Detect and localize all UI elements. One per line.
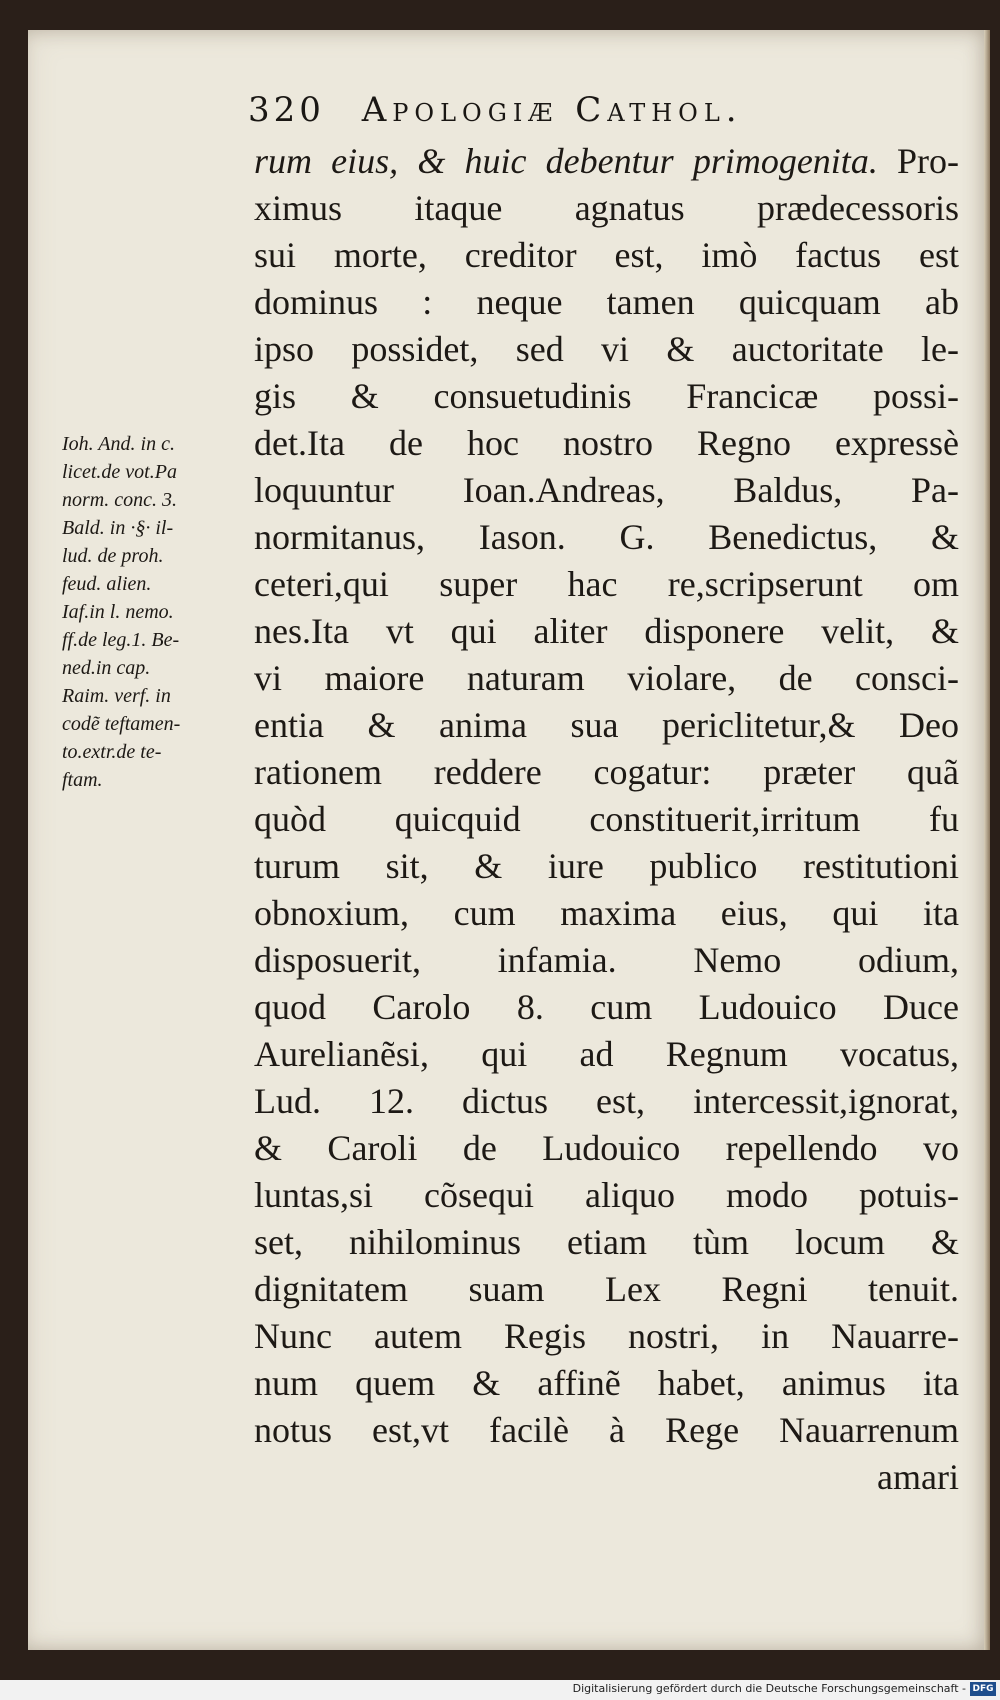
text-line (254, 185, 959, 232)
text-line (254, 1219, 959, 1266)
italic-run: rum eius, & huic debentur primogenita. (254, 141, 878, 181)
roman-run: vi maiore naturam violare, de consci- (254, 658, 959, 698)
footer-bar (0, 1680, 1000, 1700)
text-line (254, 232, 959, 279)
text-line (254, 1313, 959, 1360)
text-line (254, 1031, 959, 1078)
page-header (248, 90, 928, 130)
roman-run: dominus : neque tamen quicquam ab (254, 282, 959, 322)
roman-run: ipso possidet, sed vi & auctoritate le- (254, 329, 959, 369)
roman-run: sui morte, creditor est, imò factus est (254, 235, 959, 275)
text-line (254, 608, 959, 655)
roman-run: ximus itaque agnatus prædecessoris (254, 188, 959, 228)
body-text (254, 138, 959, 1501)
text-line (254, 514, 959, 561)
text-line (254, 279, 959, 326)
running-title: Apologiæ Cathol. (361, 90, 743, 130)
text-line (254, 749, 959, 796)
roman-run: num quem & affinẽ habet, animus ita (254, 1363, 959, 1403)
marginal-note-line: codẽ teftamen- (62, 713, 181, 735)
roman-run: det.Ita de hoc nostro Regno expressè (254, 423, 959, 463)
roman-run: notus est,vt facilè à Rege Nauarrenum (254, 1410, 959, 1450)
roman-run: Nunc autem Regis nostri, in Nauarre- (254, 1316, 959, 1356)
marginal-note-line: feud. alien. (62, 573, 152, 595)
marginal-note-line: to.extr.de te- (62, 741, 162, 763)
roman-run: obnoxium, cum maxima eius, qui ita (254, 893, 959, 933)
catchword: amari (877, 1457, 959, 1497)
marginal-note-line: ftam. (62, 769, 103, 791)
roman-run: & Caroli de Ludouico repellendo vo (254, 1128, 959, 1168)
text-line (254, 1407, 959, 1454)
marginal-note-line: ff.de leg.1. Be- (62, 629, 180, 651)
text-line (254, 326, 959, 373)
footer-credit: Digitalisierung gefördert durch die Deutsche Forschungsgemeinschaft - (572, 1682, 966, 1695)
roman-run: nes.Ita vt qui aliter disponere velit, & (254, 611, 959, 651)
text-line (254, 467, 959, 514)
marginal-note-line: ned.in cap. (62, 657, 151, 679)
roman-run: Aurelianẽsi, qui ad Regnum vocatus, (254, 1034, 959, 1074)
roman-run: ceteri,qui super hac re,scripserunt om (254, 564, 959, 604)
page-number: 320 (248, 90, 325, 130)
text-line (254, 1360, 959, 1407)
text-line (254, 561, 959, 608)
marginal-note-line: licet.de vot.Pa (62, 461, 177, 483)
text-line (254, 1125, 959, 1172)
roman-run: disposuerit, infamia. Nemo odium, (254, 940, 959, 980)
text-line (254, 796, 959, 843)
marginal-note-line: lud. de proh. (62, 545, 164, 567)
roman-run: gis & consuetudinis Francicæ possi- (254, 376, 959, 416)
marginal-notes (62, 430, 262, 794)
roman-run: luntas,si cõsequi aliquo modo potuis- (254, 1175, 959, 1215)
roman-run: entia & anima sua periclitetur,& Deo (254, 705, 959, 745)
marginal-note-line: Raim. verf. in (62, 685, 171, 707)
text-line (254, 843, 959, 890)
text-line (254, 890, 959, 937)
roman-run: set, nihilominus etiam tùm locum & (254, 1222, 959, 1262)
roman-run: loquuntur Ioan.Andreas, Baldus, Pa- (254, 470, 959, 510)
roman-run: Lud. 12. dictus est, intercessit,ignorat, (254, 1081, 959, 1121)
text-line (254, 1172, 959, 1219)
text-line (254, 984, 959, 1031)
text-line (254, 420, 959, 467)
page-edge (984, 30, 990, 1650)
roman-run: Pro- (877, 141, 959, 181)
dfg-logo: DFG (970, 1682, 996, 1696)
book-page (28, 30, 990, 1650)
roman-run: dignitatem suam Lex Regni tenuit. (254, 1269, 959, 1309)
roman-run: turum sit, & iure publico restitutioni (254, 846, 959, 886)
roman-run: normitanus, Iason. G. Benedictus, & (254, 517, 959, 557)
text-line (254, 1078, 959, 1125)
text-line (254, 655, 959, 702)
marginal-note-line: norm. conc. 3. (62, 489, 177, 511)
text-line (254, 702, 959, 749)
text-line (254, 373, 959, 420)
text-line (254, 138, 959, 185)
marginal-note-line: Ioh. And. in c. (62, 433, 175, 455)
marginal-note-line: Iaf.in l. nemo. (62, 601, 174, 623)
roman-run: quòd quicquid constituerit,irritum fu (254, 799, 959, 839)
text-line (254, 937, 959, 984)
roman-run: rationem reddere cogatur: præter quã (254, 752, 959, 792)
marginal-note-line: Bald. in ·§· il- (62, 517, 174, 539)
text-line (254, 1266, 959, 1313)
roman-run: quod Carolo 8. cum Ludouico Duce (254, 987, 959, 1027)
